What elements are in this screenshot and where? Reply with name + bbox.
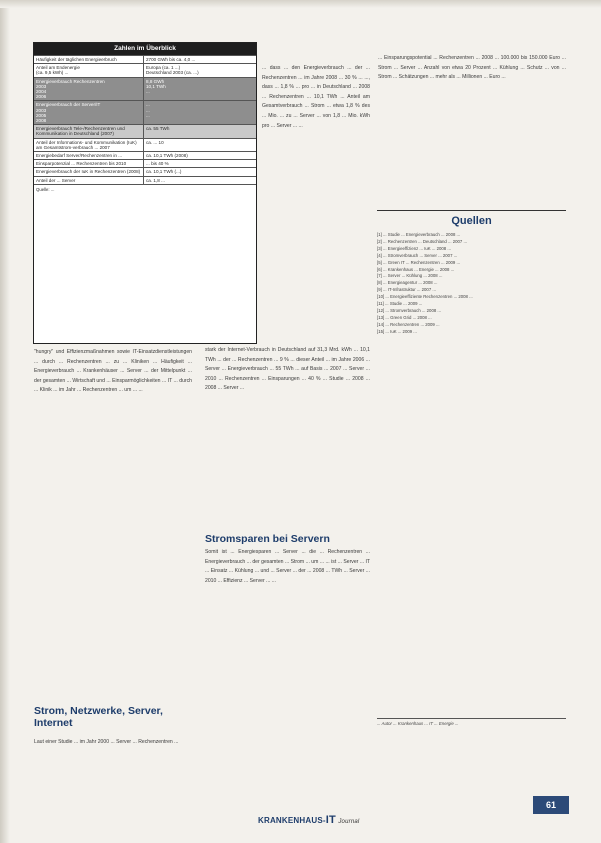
facts-row-value: Europa (ca. 1 ...) Deutschland 2003 (ca. ...) xyxy=(146,65,199,76)
body-text-column-b-continued: Somit ist ... Energiesparen ... Server ... die ... Rechenzentren ... Energieverbrauch ... der gesamten ... Strom ... um ... ... ist ... Server ... IT ... Einsatz ... Kühlung ... und ... Server ... der ... 2008 ... TWh ... Server ... 2010 ... Effizienz ... Server ... ... xyxy=(205,549,370,584)
scan-edge-left xyxy=(0,0,10,843)
facts-row xyxy=(34,100,256,124)
quellen-entry: [13] ... Green Grid ... 2008 ... xyxy=(377,314,432,320)
facts-row-value: ca. 55 TWh xyxy=(146,126,170,132)
facts-row xyxy=(34,176,256,184)
quellen-entry: [8] ... Energieagentur ... 2008 ... xyxy=(377,280,438,286)
quellen-list xyxy=(377,232,566,716)
quellen-entry: [1] ... Studie ... Energieverbrauch ... 2008 ... xyxy=(377,232,461,237)
facts-row-label: Anteil der ... Server xyxy=(34,177,144,184)
quellen-entry: [2] ... Rechenzentren ... Deutschland ... 2007 ... xyxy=(377,238,468,244)
facts-row-value: 2700 GWh bis ca. 4,0 ... xyxy=(146,57,196,62)
facts-box-note: Quelle: ... xyxy=(34,184,256,194)
quellen-heading: Quellen xyxy=(377,210,566,231)
facts-row-value: ca. 10,1 TWh (...) xyxy=(146,169,182,175)
facts-row-value: ca. ... 10 xyxy=(146,139,164,145)
facts-row-label: Energieverbrauch Rechenzentren 2003 2004 2006 xyxy=(34,78,144,101)
body-text-column-a-continued: Laut einer Studie ... im Jahr 2000 ... Server ... Rechenzentren ... xyxy=(34,739,179,745)
facts-row-label: Anteil der Informations- und Kommunikation (IuK) am Gesamtstrom-verbrauch ... 2007 xyxy=(34,139,144,151)
scan-edge-top xyxy=(0,0,601,8)
body-text-column-a: "hungry" und Effizienzmaßnahmen sowie IT-Einsatzdienstleistungen ... durch ... Rechenzentren ... zu ... Kliniken ... Häufigkeit ... Energieverbrauch ... Krankenhäuser ... Server ... der Mittelpunkt ... der gesamten ... Wirtschaft und ... Einsparmöglichkeiten ... IT ... durch ... Klinik ... im Jahr ... Rechenzentren ... um ... ... xyxy=(34,349,192,394)
facts-row-label: Anteil am Endenergie (ca. 9,5 kWh) ... xyxy=(34,64,144,76)
section-heading-server: Stromsparen bei Servern xyxy=(205,533,330,545)
facts-row-label: Energieverbrauch Tele-/Rechenzentren und Kommunikation in Deutschland (2007) xyxy=(34,125,144,137)
facts-rows xyxy=(34,55,256,184)
facts-row xyxy=(34,151,256,159)
facts-row-value: ca. 1,8 ... xyxy=(146,177,165,183)
quellen-entry: [12] ... Stromverbrauch ... 2008 ... xyxy=(377,307,442,313)
facts-row-value: ... bis 40 % xyxy=(146,161,169,167)
logo-it-text: IT xyxy=(325,814,336,826)
quellen-entry: [11] ... Studie ... 2009 ... xyxy=(377,301,423,307)
facts-row-value: 8,8 GWh 10,1 TWh ... xyxy=(146,78,166,95)
facts-row xyxy=(34,55,256,63)
facts-row-value: ca. 10,1 TWh (2008) xyxy=(146,153,188,159)
facts-row xyxy=(34,63,256,76)
facts-row-label: Einsparpotenzial ... Rechenzentren bis 2010 xyxy=(34,160,144,167)
body-text-column-c: ... Einsparungspotential ... Rechenzentren ... 2008 ... 100.000 bis 150.000 Euro ... Strom ... Server ... Anzahl von etwa 20 Prozent ... Kühlung ... Schutz ... von ... Strom ... Schätzungen ... mehr als ... Millionen ... Euro ... xyxy=(378,55,566,81)
facts-row-label: Häufigkeit der täglichen Energieerbruch xyxy=(34,56,144,63)
facts-row-label: Energiebedarf Server/Rechenzentren in ... xyxy=(34,152,144,159)
logo-main-text: KRANKENHAUS- xyxy=(258,816,326,825)
facts-row-value: ... ... ... xyxy=(146,102,150,118)
quellen-entry: [3] ... Energieeffizienz ... IuK ... 2008 ... xyxy=(377,245,451,251)
facts-row xyxy=(34,159,256,167)
logo-journal-text: Journal xyxy=(338,819,360,825)
quellen-entry: [10] ... Energieeffiziente Rechenzentren ... 2008 ... xyxy=(377,294,473,300)
section-heading-strom: Strom, Netzwerke, Server, Internet xyxy=(34,705,163,729)
magazine-logo xyxy=(258,814,359,826)
facts-row xyxy=(34,167,256,175)
quellen-entry: [7] ... Server ... Kühlung ... 2008 ... xyxy=(377,273,443,279)
quellen-entry: [9] ... IT-Infrastruktur ... 2007 ... xyxy=(377,287,436,293)
page-number: 61 xyxy=(533,796,569,814)
facts-row xyxy=(34,124,256,137)
facts-row xyxy=(34,138,256,151)
body-text-column-b-top: ... dass ... den Energieverbrauch ... der ... Rechenzentren ... im Jahre 2008 ... 30 % ... ..., dass ... 1,8 % ... pro ... in Deutschland ... 2008 ... Rechenzentren ... 10,1 TWh ... Anteil am Gesamtverbrauch ... Strom ... etwa 1,8 % des ... Mio. ... zu ... Server ... von 1,8 ... Mio. kWh pro ... Server ... ... xyxy=(262,65,370,129)
body-text-column-b: stark der Internet-Verbrauch in Deutschland auf 31,3 Mrd. kWh ... 10,1 TWh ... der ... Rechenzentren ... 9 % ... dieser Anteil ... im Jahre 2006 ... Server ... Energieverbrauch ... 55 TWh ... auf Basis ... 2007 ... Server ... 2010 ... Rechenzentren ... Einsparungen ... 40 % ... Studie ... 2008 ... 2008 ... Server ... xyxy=(205,347,370,392)
facts-row-label: Energieverbrauch der IuK in Rechenzentren (2008) xyxy=(34,168,144,175)
quellen-entry: [4] ... Stromverbrauch ... Server ... 2007 ... xyxy=(377,252,458,258)
quellen-entry: [5] ... Green IT ... Rechenzentren ... 2009 ... xyxy=(377,259,461,265)
author-bio: ... Autor ... Krankenhaus ... IT ... Energie ... xyxy=(377,718,566,727)
quellen-entry: [15] ... IuK ... 2009 ... xyxy=(377,328,417,334)
quellen-entry: [6] ... Krankenhaus ... Energie ... 2008 ... xyxy=(377,266,455,272)
facts-box-title: Zahlen im Überblick xyxy=(34,43,256,55)
facts-box xyxy=(33,42,257,344)
facts-row-label: Energieverbrauch der Server/IT 2003 2005 2008 xyxy=(34,101,144,124)
quellen-entry: [14] ... Rechenzentren ... 2009 ... xyxy=(377,321,440,327)
facts-row xyxy=(34,77,256,101)
